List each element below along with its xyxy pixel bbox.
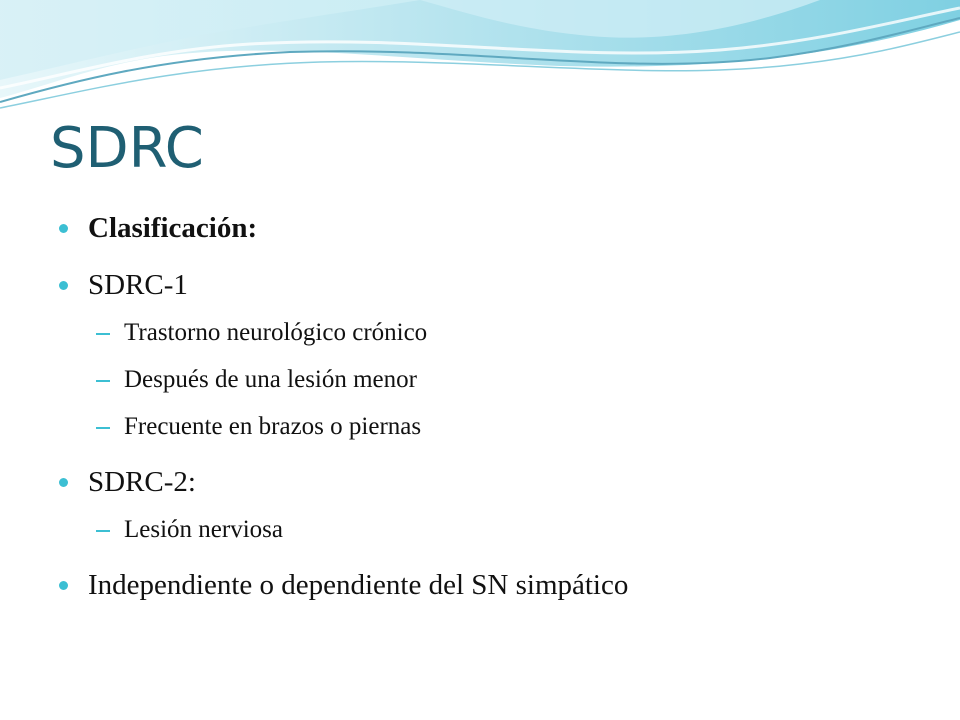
dash-bullet xyxy=(96,380,110,382)
list-item-text: Clasificación: xyxy=(88,212,258,244)
dash-bullet xyxy=(96,427,110,429)
bullet-dot xyxy=(59,581,68,590)
sub-list-item xyxy=(56,515,916,545)
bullet-dot xyxy=(59,224,68,233)
dash-bullet xyxy=(96,333,110,335)
dash-bullet xyxy=(96,530,110,532)
sub-list-item-text: Trastorno neurológico crónico xyxy=(124,319,428,346)
sub-list-item-text: Lesión nerviosa xyxy=(124,516,283,543)
list-item xyxy=(56,462,916,502)
sub-list-item xyxy=(56,412,916,442)
sub-list-item xyxy=(56,365,916,395)
sub-list-item-text: Después de una lesión menor xyxy=(124,366,417,393)
sub-list-item-text: Frecuente en brazos o piernas xyxy=(124,413,422,440)
list-item xyxy=(56,208,916,248)
list-item xyxy=(56,565,916,605)
list-item-text: SDRC-1 xyxy=(88,269,188,301)
sub-list-item xyxy=(56,318,916,348)
bullet-dot xyxy=(59,478,68,487)
list-item-text: SDRC-2: xyxy=(88,466,196,498)
top-wave-decoration xyxy=(0,0,960,120)
list-item xyxy=(56,265,916,305)
bullet-dot xyxy=(59,281,68,290)
list-item-text: Independiente o dependiente del SN simpático xyxy=(88,569,629,601)
slide-title: SDRC xyxy=(50,116,204,181)
bullet-list xyxy=(56,208,916,622)
